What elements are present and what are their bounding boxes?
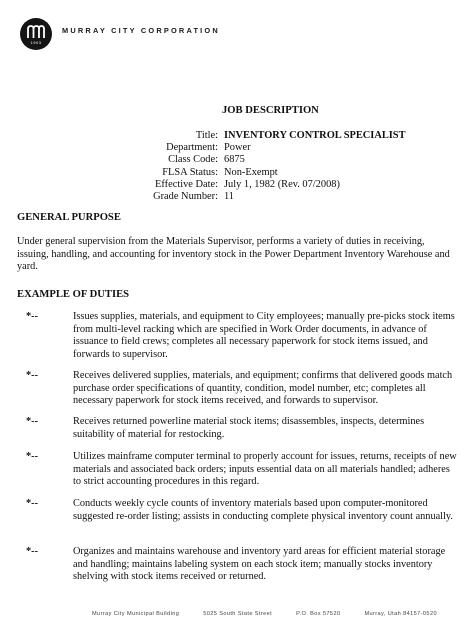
info-value: Non-Exempt [224, 166, 278, 178]
duty-text: Issues supplies, materials, and equipment to City employees; manually pre-picks stock items from multi-level racking which are specified in Work Order documents, in advance of issuance to field crews; completes all necessary paperwork for stock items issued, and forwards to supervisor. [73, 311, 455, 360]
info-label: Effective Date: [155, 178, 218, 190]
city-seal-logo [20, 18, 52, 50]
footer-city: Murray, Utah 84157-0520 [364, 611, 437, 617]
footer-building: Murray City Municipal Building [92, 611, 180, 617]
general-purpose-heading: GENERAL PURPOSE [17, 212, 121, 223]
info-value: 6875 [224, 154, 245, 166]
duty-bullet: *-- [26, 311, 39, 322]
duty-bullet: *-- [26, 416, 39, 427]
info-label: Department: [166, 142, 218, 154]
info-label: FLSA Status: [162, 166, 218, 178]
duty-text: Utilizes mainframe computer terminal to properly account for issues, returns, receipts of new materials and associated back orders; inputs essential data on all materials handled; adheres to strict accounting procedures in this regard. [73, 451, 457, 488]
footer-po-box: P.O. Box 57520 [296, 611, 341, 617]
info-label: Title: [195, 130, 218, 141]
document-title: JOB DESCRIPTION [222, 105, 319, 116]
info-value: July 1, 1982 (Rev. 07/2008) [224, 178, 340, 190]
info-label: Class Code: [168, 154, 218, 166]
general-purpose-text: Under general supervision from the Materials Supervisor, performs a variety of duties in receiving, issuing, handling, and accounting for inventory stock in the Power Department Inventory Warehouse and yard. [17, 236, 450, 273]
duty-bullet: *-- [26, 370, 39, 381]
info-value: Power [224, 142, 251, 154]
info-label: Grade Number: [153, 191, 218, 202]
duty-bullet: *-- [26, 451, 39, 462]
footer-address [92, 611, 459, 617]
murray-city-seal-icon [20, 18, 52, 50]
logo-year: 1903 [30, 40, 42, 45]
duty-bullet: *-- [26, 498, 39, 509]
duties-heading: EXAMPLE OF DUTIES [17, 289, 130, 300]
footer-street: 5025 South State Street [203, 611, 273, 617]
duty-bullet: *-- [26, 546, 39, 557]
duty-text: Receives returned powerline material stock items; disassembles, inspects, determines suitability of material for restocking. [73, 416, 425, 440]
duty-text: Organizes and maintains warehouse and inventory yard areas for efficient material storage and handling; maintains labeling system on each stock item; manually stocks inventory shelving with stock items received or returned. [73, 546, 446, 583]
info-value: INVENTORY CONTROL SPECIALIST [224, 130, 406, 141]
duty-text: Receives delivered supplies, materials, and equipment; confirms that delivered goods match purchase order specifications of quantity, condition, model number, etc; completes all necessary paperwork for stock items received, and forwards to supervisor. [73, 370, 453, 407]
organization-name: MURRAY CITY CORPORATION [62, 26, 220, 35]
duty-text: Conducts weekly cycle counts of inventory materials based upon computer-monitored suggested re-order listing; assists in conducting complete physical inventory count annually. [73, 498, 453, 522]
info-value: 11 [224, 191, 235, 202]
